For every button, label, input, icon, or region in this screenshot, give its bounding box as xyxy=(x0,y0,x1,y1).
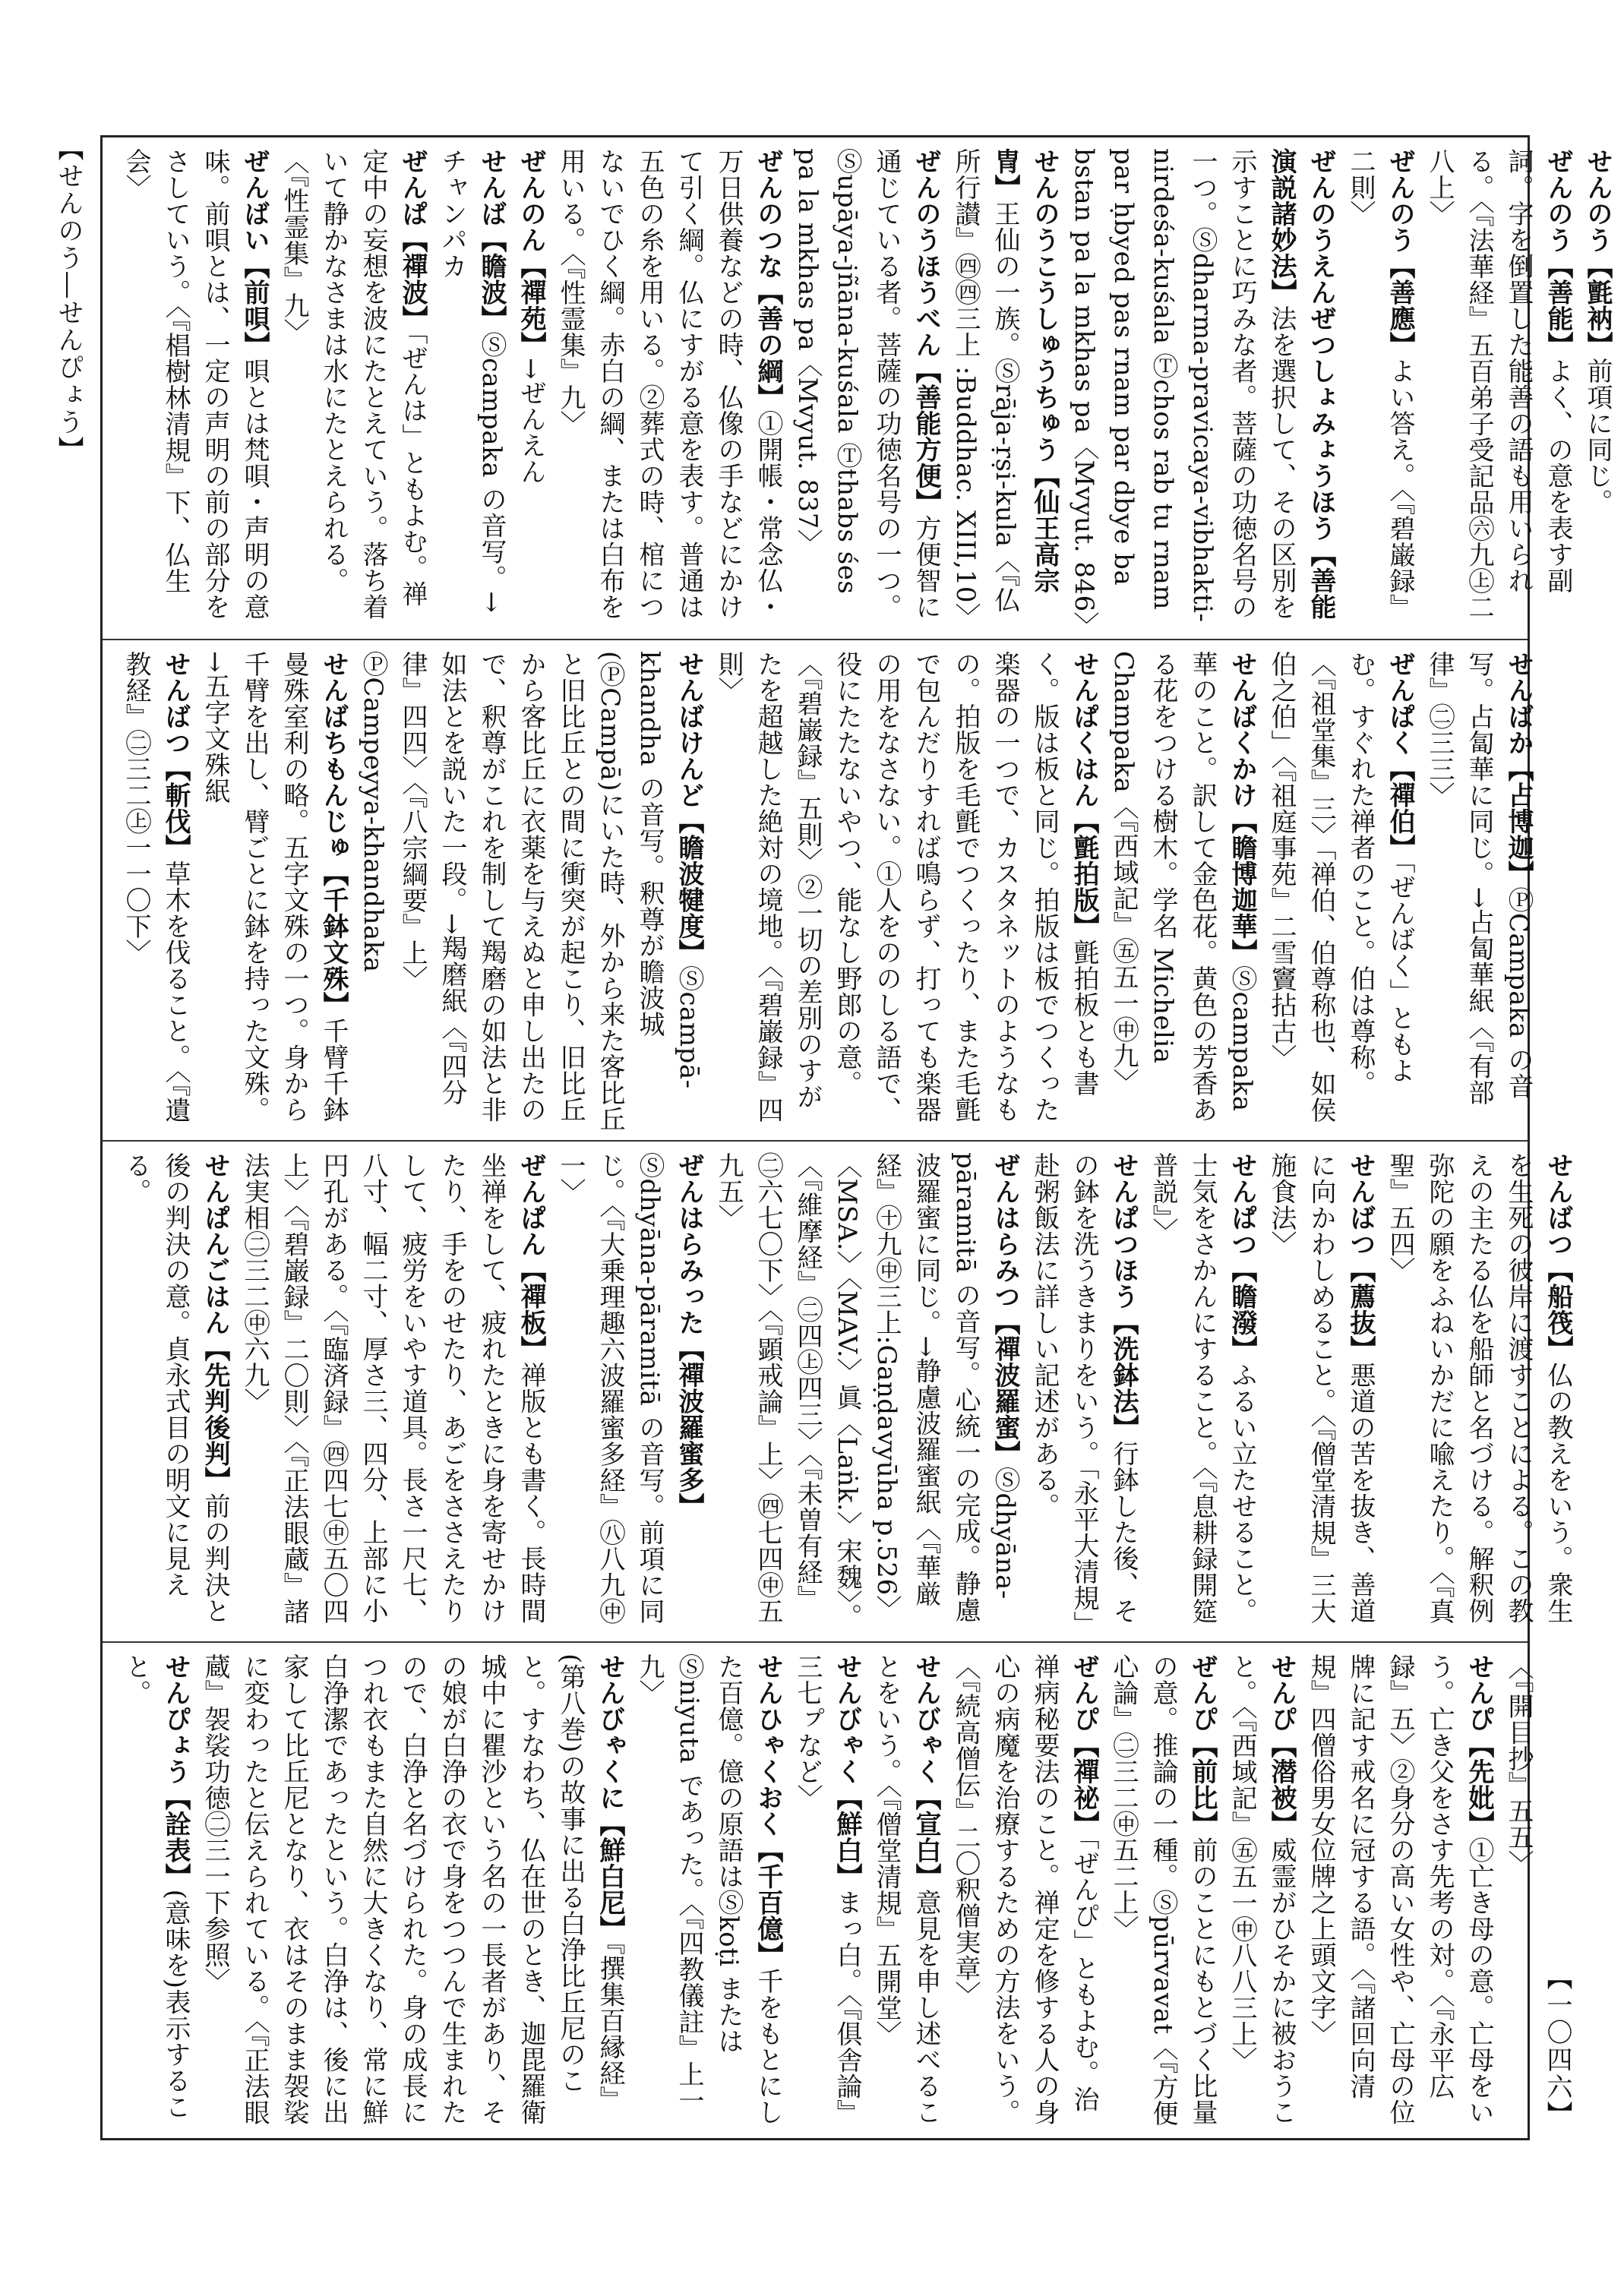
dictionary-entry xyxy=(116,148,274,631)
tier-4-text xyxy=(116,1653,1538,2130)
dictionary-entry xyxy=(195,651,353,1132)
entry-headword: ぜんのうほうべん【善能方便】 xyxy=(911,148,941,515)
dictionary-entry xyxy=(1499,1653,1538,2130)
entry-headword: ぜんはらみつ【禪波羅蜜】 xyxy=(990,1152,1020,1467)
dictionary-entry xyxy=(630,1653,788,2130)
entry-headword: せんばつ【船筏】 xyxy=(1543,1152,1573,1362)
entry-definition: →ぜんえん xyxy=(516,358,546,485)
dictionary-entry xyxy=(1380,1152,1578,1634)
dictionary-entry xyxy=(788,1653,867,2130)
entry-definition: ⓅCampaka の音写。占匐華に同じ。→占匐華䋋〈『有部律』㊁三三〉 xyxy=(1424,651,1534,1106)
entry-definition: Ⓢdhyāna-pāramitā の音写。心統一の完成。静慮波羅蜜に同じ。→静慮波羅蜜䋋〈『華厳経』㊉九㊥三上:Gaṇḍavyūha p.526〉〈MSA.〉〈MAV.〉眞〈Laṅk.〉宋魏〉。〈『維摩経』㊁四㊤四三〉〈『未曽有経』㊁六七〇下〉〈『顕戒論』上〉㊃七四㊥五九五〉 xyxy=(713,1152,1020,1630)
entry-definition: 王仙の一族。Ⓢrāja-ṛṣi-kula〈『仏所行讃』㊃㊃三上 :Buddhac. XIII,10〉 xyxy=(950,148,1020,630)
dictionary-entry xyxy=(946,148,1064,631)
entry-definition: 千臂千鉢曼殊室利の略。五字文殊の一つ。身から千臂を出し、臂ごとに鉢を持った文殊。→五字文殊䋋 xyxy=(200,651,349,1123)
entry-definition: 威霊がひそかに被おうこと。〈『西域記』㊄五一㊥八八三上〉 xyxy=(1227,1653,1297,2125)
dictionary-entry xyxy=(1301,1653,1499,2130)
entry-definition: 『撰集百縁経』(第八巻)の故事に出る白浄比丘尼のこと。すなわち、仏在世のとき、迦毘羅衛城中に瞿沙という名の一長者があり、その娘が白浄の衣で身をつつんで生まれたので、白浄と名づけられた。身の成長につれ衣もまた自然に大きくなり、常に鮮白浄潔であったという。白浄は、後に出家して比丘尼となり、衣はそのまま袈裟に変わったと伝えられている。〈『正法眼蔵』袈裟功徳㊁三一下参照〉 xyxy=(200,1653,625,2126)
entry-definition: Ⓢcampā-khandha の音写。釈尊が瞻波城(ⓅCampā)にいた時、外から来た客比丘と旧比丘との間に衝突が起こり、旧比丘から客比丘に衣薬を与えぬと申し出たので、釈尊がこれを制して羯磨の如法と非如法とを説いた一段。→羯磨䋋〈『四分律』四四〉〈『八宗綱要』上〉ⓅCampeyya-khandhaka xyxy=(358,651,704,1132)
entry-headword: ぜんぱく【禪伯】 xyxy=(1385,651,1415,861)
dictionary-entry xyxy=(1420,651,1538,1132)
entry-definition: ①開帳・常念仏・万日供養などの時、仏像の手などにかけて引く綱。仏にすがる意を表す。普通は五色の糸を用いる。②葬式の時、棺につないでひく綱。赤白の綱、または白布を用いる。〈『性霊集』九〉 xyxy=(555,148,783,620)
entry-definition: 「ぜんばく」ともよむ。すぐれた禅者のこと。伯は尊称。〈『祖堂集』三〉「禅伯、伯尊称也、如侯伯之伯」〈『祖庭事苑』二雪竇拈古〉 xyxy=(1266,651,1415,1123)
entry-definition: 前項に同じ。 xyxy=(1582,358,1613,515)
entry-definition: 仏の教えをいう。衆生を生死の彼岸に渡すことによる。この教えの主たる仏を船師と名づける。解釈例 弥陀の願をふねいかだに喩えたり。〈『真聖』五四〉 xyxy=(1385,1152,1573,1625)
dictionary-entry xyxy=(1420,148,1578,631)
tier-3-text xyxy=(116,1152,1578,1634)
entry-definition: 氈拍板とも書く。版は板と同じ。拍版は板でつくった楽器の一つで、カスタネットのようなもの。拍版を毛氈でつくったり、また毛氈で包んだりすれば鳴らず、打っても楽器の用をなさない。①人をののしる語で、役にたたないやつ、能なし野郎の意。〈『碧巌録』五則〉②一切の差別のすがたを超越した絶対の境地。〈『碧巌録』四則〉 xyxy=(713,651,1099,1123)
entry-definition: よい答え。〈『碧巌録』二則〉 xyxy=(1345,148,1415,621)
dictionary-entry xyxy=(709,1152,1025,1634)
entry-definition: Ⓢcampaka 華のこと。訳して金色花。黄色の芳香ある花をつける樹木。学名 Michelia Champaka〈『西域記』㊄五一㊥九〉 xyxy=(1108,651,1257,1123)
entry-definition: 草木を伐ること。〈『遺教経』㊁三二㊤一一〇下〉 xyxy=(121,651,191,1123)
tier-1-text xyxy=(116,148,1617,639)
dictionary-entry xyxy=(1104,1653,1222,2130)
entry-headword: ぜんのつな【善の綱】 xyxy=(753,148,783,410)
tier-2-text xyxy=(116,651,1538,1132)
entry-headword: せんぱくはん【氈拍版】 xyxy=(1069,651,1099,940)
dictionary-entry xyxy=(1222,1653,1301,2130)
entry-headword: せんぴ【潜被】 xyxy=(1266,1653,1297,1837)
entry-definition: よく、の意を表す副詞。字を倒置した能善の語も用いられる。〈『法華経』五百弟子受記品㊅九㊤二八上〉 xyxy=(1424,148,1573,621)
entry-headword: ぜんのう【善應】 xyxy=(1385,148,1415,358)
dictionary-entry xyxy=(432,148,511,631)
dictionary-entry xyxy=(353,651,709,1132)
tier-2 xyxy=(103,639,1534,1140)
entry-definition: 前の判決と後の判決の意。貞永式目の明文に見える。 xyxy=(121,1152,230,1624)
entry-headword: せんばか【占博迦】 xyxy=(1503,651,1534,887)
entry-headword: せんば【瞻波】 xyxy=(476,148,507,332)
entry-headword: せんびゃく【宣白】 xyxy=(911,1653,941,1890)
entry-definition: Ⓢdhyāna-pāramitā の音写。前項に同じ。〈『大乗理趣六波羅蜜多経』㊇八九㊥一〉 xyxy=(555,1152,665,1625)
dictionary-entry xyxy=(946,1653,1104,2130)
dictionary-entry xyxy=(1578,148,1617,631)
dictionary-entry xyxy=(1143,1152,1262,1634)
dictionary-entry xyxy=(551,148,788,631)
dictionary-entry xyxy=(709,651,1104,1132)
entry-headword: ぜんばい【前唄】 xyxy=(239,148,270,358)
entry-headword: せんばけんど【瞻波犍度】 xyxy=(674,651,704,965)
entry-headword: せんばくかけ【瞻博迦華】 xyxy=(1227,651,1257,965)
tier-1 xyxy=(103,137,1613,639)
entry-headword: ぜんのん【禪苑】 xyxy=(516,148,546,358)
entry-definition: 千をもとにした百億。億の原語はⓈkoṭi またはⓈniyuta であった。〈『四教儀註』上一九〉 xyxy=(634,1653,783,2125)
dictionary-entry xyxy=(1341,148,1420,631)
dictionary-entry xyxy=(511,148,551,631)
entry-headword: せんひゃくおく【千百億】 xyxy=(753,1653,783,1968)
dictionary-entry xyxy=(274,148,432,631)
entry-definition: 唄とは梵唄・声明の意味。前唄とは、一定の声明の前の部分をさしていう。〈『椙樹林清規』下、仏生会〉 xyxy=(121,148,270,620)
entry-headword: せんばつ【斬伐】 xyxy=(160,651,191,861)
dictionary-entry xyxy=(867,1653,946,2130)
entry-headword: ぜんのうえんぜつしょみょうほう【善能演説諸妙法】 xyxy=(1266,148,1336,620)
entry-definition: 意見を申し述べることをいう。〈『僧堂清規』五開堂〉 xyxy=(871,1653,941,2125)
entry-headword: ぜんのう【善能】 xyxy=(1543,148,1573,358)
dictionary-entry xyxy=(1025,1152,1143,1634)
tier-4 xyxy=(103,1641,1534,2138)
dictionary-entry xyxy=(788,148,946,631)
entry-headword: せんばつ【薦抜】 xyxy=(1345,1152,1376,1362)
page-number: 【一〇四六】 xyxy=(1542,1964,1572,2128)
entry-definition: 法を選択して、その区別を示すことに巧みな者。菩薩の功徳名号の一つ。Ⓢdharma-pravicaya-vibhakti-nirdeśa-kuśala Ⓣchos rab tu rnam par ḥbyed pas rnam par dbye ba bstan pa la mkhas pa〈Mvyut. 846〉 xyxy=(1069,148,1297,639)
entry-definition: ①亡き母の意。亡母をいう。亡き父をさす先考の対。〈『永平広録』五〉②身分の高い女性や、亡母の位牌に記す戒名に冠する語。〈『諸回向清規』四僧俗男女位牌之上頭文字〉 xyxy=(1306,1653,1494,2125)
dictionary-entry xyxy=(1262,1152,1380,1634)
dictionary-entry xyxy=(1262,651,1420,1132)
entry-headword: せんぱつ【瞻潑】 xyxy=(1227,1152,1257,1362)
entry-headword: ぜんぴ【禪祕】 xyxy=(1069,1653,1099,1837)
entry-headword: ぜんはらみった【禪波羅蜜多】 xyxy=(674,1152,704,1519)
entry-definition: 前のことにもとづく比量の意。推論の一種。Ⓢpūrvavat〈『方便心論』㊁三二㊥五二上〉 xyxy=(1108,1653,1218,2127)
entry-definition: まっ白。〈『俱舎論』三七ㇷ゚など〉 xyxy=(792,1653,862,2126)
entry-headword: せんぴ【先妣】 xyxy=(1464,1653,1494,1837)
entry-definition: Ⓢcampaka の音写。→チャンパカ xyxy=(437,148,507,614)
tier-3 xyxy=(103,1140,1573,1641)
dictionary-entry xyxy=(116,1152,235,1634)
entry-definition: 「ぜんぴ」ともよむ。治禅病秘要法のこと。禅定を修する人の身心の病魔を治療するための方法をいう。〈『続高僧伝』二〇釈僧実章〉 xyxy=(950,1653,1099,2125)
entry-definition: 禅版とも書く。長時間坐禅をして、疲れたときに身を寄せかけたり、手をのせたり、あごをささえたりして、疲労をいやす道具。長さ一尺七、八寸、幅二寸、厚さ三、四分、上部に小円孔がある。〈『臨済録』㊃四七㊥五〇四上〉〈『碧巌録』二〇則〉〈『正法眼蔵』諸法実相㊁三二㊥六九〉 xyxy=(239,1152,546,1625)
entry-definition: 方便智に通じている者。菩薩の功徳名号の一つ。Ⓢupāya-jñāna-kuśala Ⓣthabs śes pa la mkhas pa〈Mvyut. 837〉 xyxy=(792,148,941,620)
dictionary-entry xyxy=(116,1653,195,2130)
dictionary-entry xyxy=(1104,651,1262,1132)
entry-headword: せんぴょう【詮表】 xyxy=(160,1653,191,1890)
entry-headword: せんのう【氈衲】 xyxy=(1582,148,1613,358)
dictionary-entry xyxy=(551,1152,709,1634)
dictionary-entry xyxy=(195,1653,630,2130)
entry-headword: せんぱんごはん【先判後判】 xyxy=(200,1152,230,1493)
entry-headword: せんのうこうしゅうちゅう【仙王高宗冑】 xyxy=(990,148,1060,594)
entry-definition: 悪道の苦を抜き、善道に向かわしめること。〈『僧堂清規』三大施食法〉 xyxy=(1266,1152,1376,1625)
entry-headword: ぜんぱん【禪板】 xyxy=(516,1152,546,1362)
entry-definition: ふるい立たせること。士気をさかんにすること。〈『息耕録開筵普説』〉 xyxy=(1148,1152,1257,1625)
entry-headword: ぜんぱ【禪波】 xyxy=(397,148,428,332)
entry-headword: せんびゃくに【鮮白尼】 xyxy=(595,1653,625,1942)
entry-definition: (意味を)表示すること。 xyxy=(121,1653,191,2121)
entry-headword: せんびゃく【鮮白】 xyxy=(832,1653,862,1890)
entry-definition: 〈『開目抄』五五〉 xyxy=(1503,1653,1534,1877)
dictionary-entry xyxy=(235,1152,551,1634)
dictionary-entry xyxy=(1064,148,1341,639)
dictionary-entry xyxy=(116,651,195,1132)
entry-headword: せんばちもんじゅ【千鉢文殊】 xyxy=(318,651,349,1018)
entry-headword: せんぱつほう【洗鉢法】 xyxy=(1108,1152,1139,1441)
entry-headword: ぜんぴ【前比】 xyxy=(1187,1653,1218,1837)
entry-definition: 「ぜんは」ともよむ。禅定中の妄想を波にたとえていう。落ち着いて静かなさまは水にたとえられる。〈『性霊集』九〉 xyxy=(279,148,428,620)
entry-definition: 行鉢した後、その鉢を洗うきまりをいう。「永平大清規」赴粥飯法に詳しい記述がある。 xyxy=(1029,1152,1139,1625)
page-header-title: 【せんのう―せんぴょう】 xyxy=(53,135,84,463)
